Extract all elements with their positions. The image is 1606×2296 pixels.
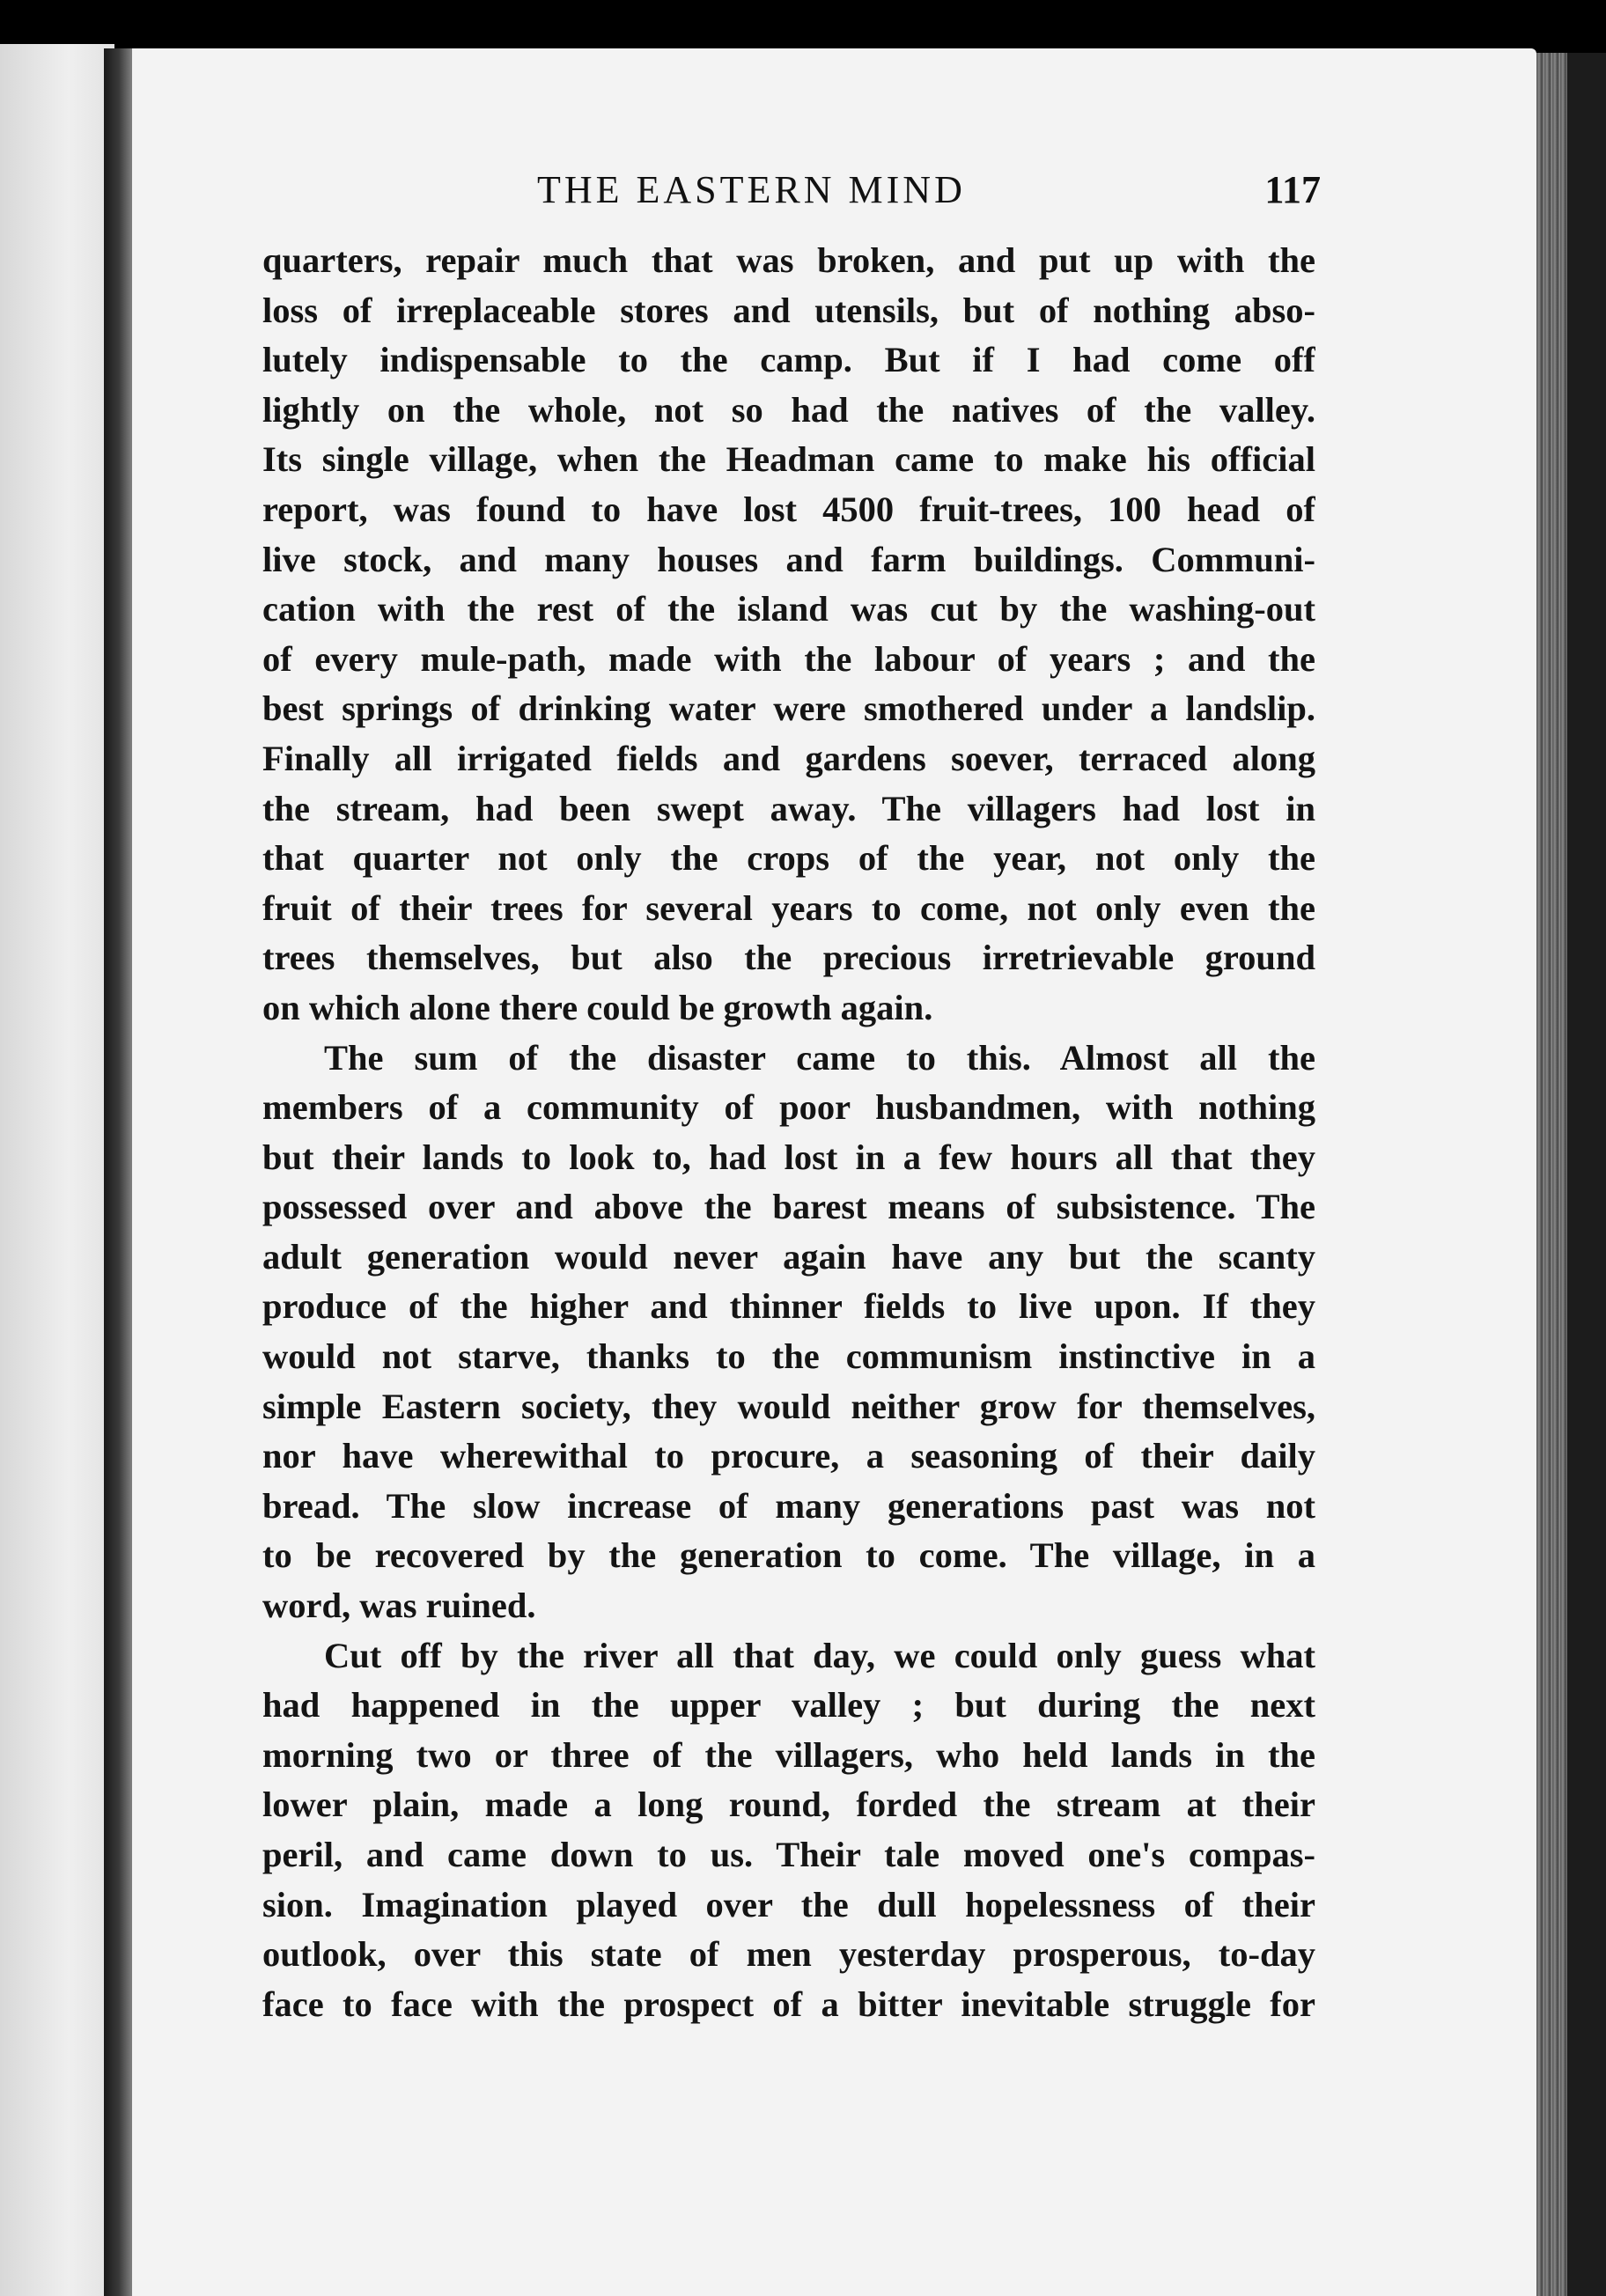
text-line: bread. The slow increase of many generations past was not xyxy=(262,1485,1315,1526)
text-line: would not starve, thanks to the communism instinctive in a xyxy=(262,1336,1315,1377)
text-line: cation with the rest of the island was cut by the washing-out xyxy=(262,589,1315,629)
text-line: face to face with the prospect of a bitter inevitable struggle for xyxy=(262,1983,1315,2024)
running-head-title: THE EASTERN MIND xyxy=(537,168,966,211)
text-line: lower plain, made a long round, forded the stream at their xyxy=(262,1785,1315,1825)
text-line: outlook, over this state of men yesterday prosperous, to-day xyxy=(262,1934,1315,1975)
facing-page-edge xyxy=(0,44,114,2296)
text-line: simple Eastern society, they would neither grow for themselves, xyxy=(262,1386,1315,1426)
text-line: to be recovered by the generation to come. The village, in a xyxy=(262,1535,1315,1576)
text-line: trees themselves, but also the precious irretrievable ground xyxy=(262,938,1315,978)
text-line: produce of the higher and thinner fields to live upon. If they xyxy=(262,1286,1315,1327)
right-scan-shadow xyxy=(1567,53,1606,2296)
text-line: but their lands to look to, had lost in a few hours all that they xyxy=(262,1137,1315,1177)
text-line: report, was found to have lost 4500 fruit-trees, 100 head of xyxy=(262,489,1315,529)
body-text xyxy=(262,236,1315,2029)
text-line: lightly on the whole, not so had the natives of the valley. xyxy=(262,389,1315,430)
text-line: adult generation would never again have any but the scanty xyxy=(262,1236,1315,1277)
text-line: of every mule-path, made with the labour of years ; and the xyxy=(262,638,1315,679)
scan-top-border xyxy=(0,0,1606,55)
text-line: quarters, repair much that was broken, and put up with the xyxy=(262,240,1315,280)
text-line: sion. Imagination played over the dull hopelessness of their xyxy=(262,1884,1315,1924)
text-line: Its single village, when the Headman came to make his official xyxy=(262,439,1315,480)
text-line: loss of irreplaceable stores and utensils, but of nothing abso- xyxy=(262,290,1315,330)
text-line: live stock, and many houses and farm buildings. Communi- xyxy=(262,539,1315,579)
text-line: possessed over and above the barest means of subsistence. The xyxy=(262,1187,1315,1227)
text-line: word, was ruined. xyxy=(262,1586,536,1626)
book-gutter xyxy=(104,48,134,2296)
text-line: the stream, had been swept away. The villagers had lost in xyxy=(262,788,1315,828)
text-line: fruit of their trees for several years to come, not only even the xyxy=(262,887,1315,928)
text-line: that quarter not only the crops of the year, not only the xyxy=(262,838,1315,879)
text-line: Finally all irrigated fields and gardens soever, terraced along xyxy=(262,738,1315,778)
text-line: had happened in the upper valley ; but during the next xyxy=(262,1685,1315,1726)
text-line: on which alone there could be growth again. xyxy=(262,987,933,1027)
running-head xyxy=(264,167,1321,220)
text-line: best springs of drinking water were smothered under a landslip. xyxy=(262,688,1315,729)
text-line: nor have wherewithal to procure, a seasoning of their daily xyxy=(262,1436,1315,1476)
text-line: lutely indispensable to the camp. But if I had come off xyxy=(262,340,1315,380)
page-number: 117 xyxy=(1264,168,1321,211)
text-line: members of a community of poor husbandmen, with nothing xyxy=(262,1087,1315,1128)
text-line: Cut off by the river all that day, we could only guess what xyxy=(324,1635,1315,1675)
text-line: The sum of the disaster came to this. Almost all the xyxy=(324,1037,1315,1078)
text-line: peril, and came down to us. Their tale moved one's compas- xyxy=(262,1835,1315,1874)
text-line: morning two or three of the villagers, who held lands in the xyxy=(262,1734,1315,1775)
